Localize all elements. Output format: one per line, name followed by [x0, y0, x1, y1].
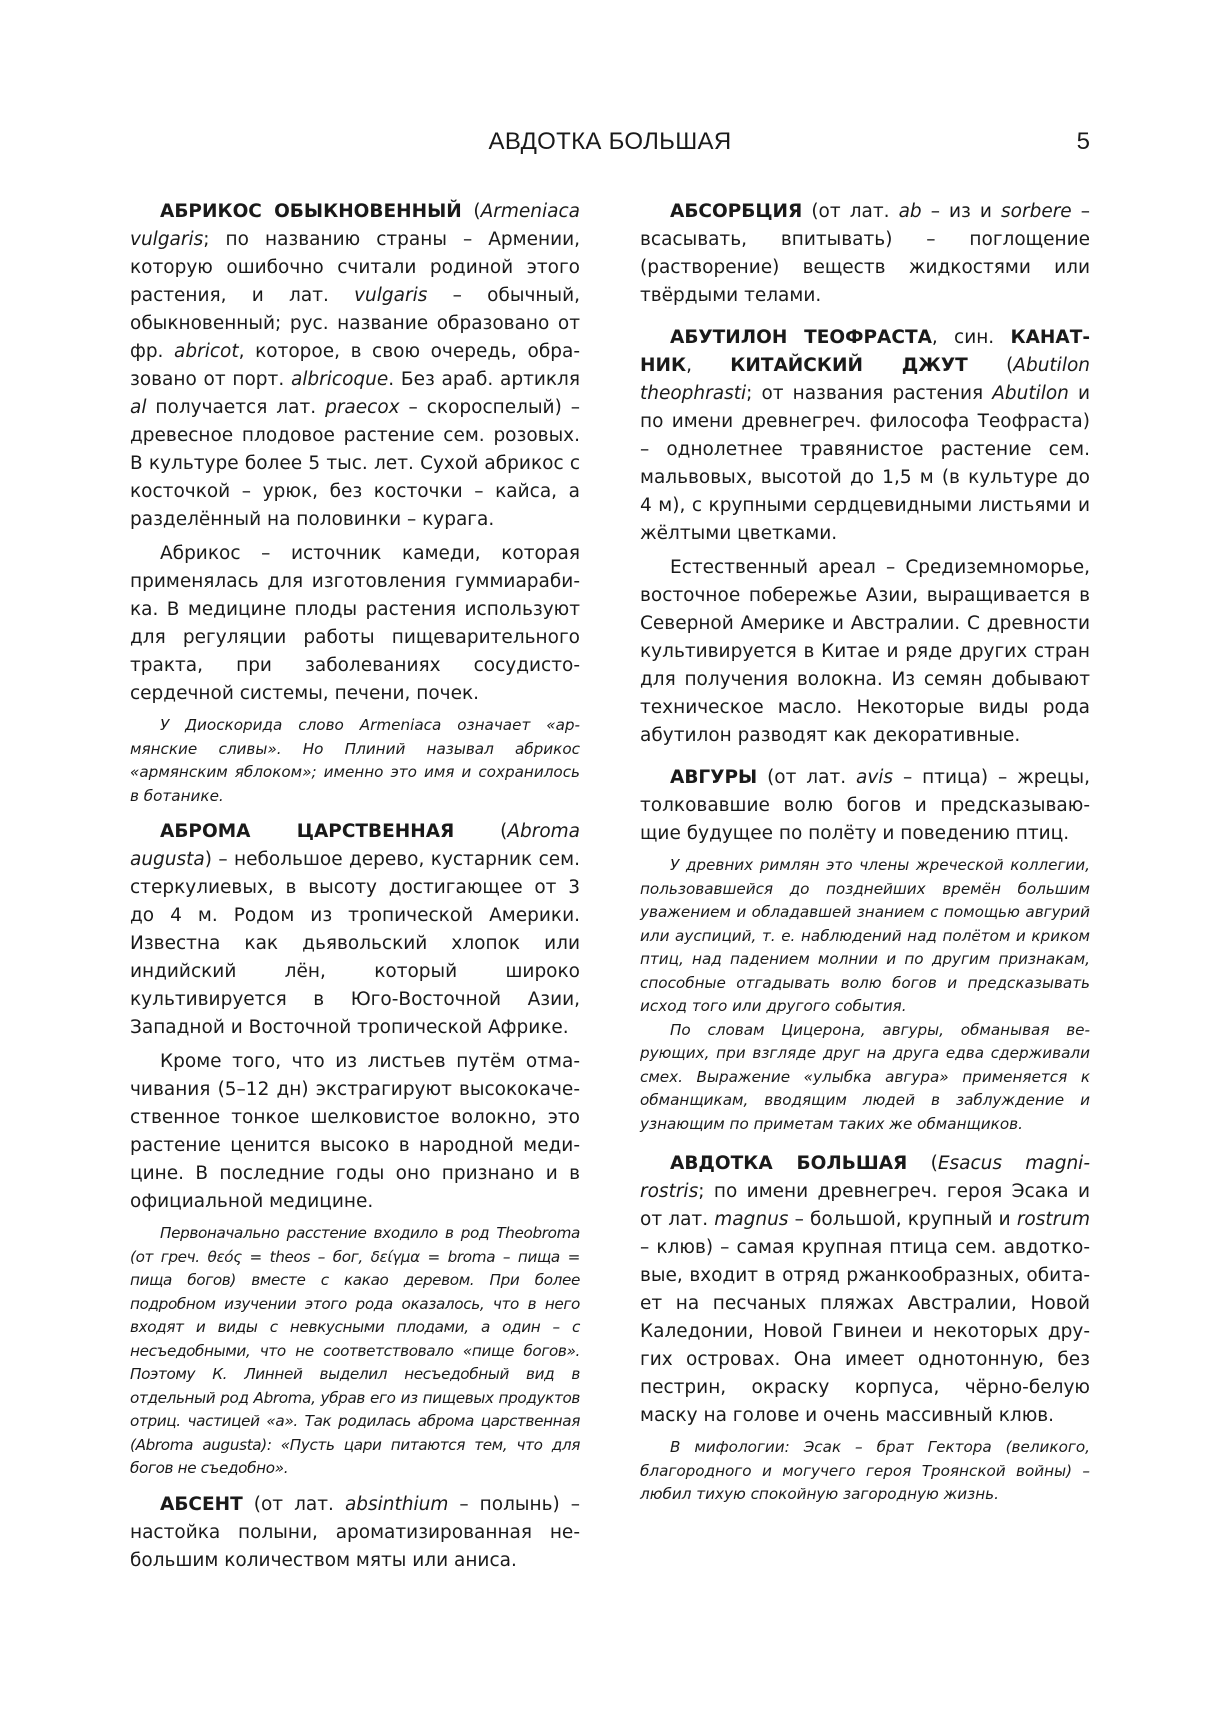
note-abroma: Первоначально расстение входило в род Theobroma (от греч. θεός = theos – бог, δείγμα = broma – пища = пища богов) вместе с какао деревом. При более подробном изучении этого рода оказалось, что в него входят и виды с невкусными плодами, а один – с несъедобными, что не соответствовало «пище богов». Поэтому К. Линней выделил несъедобный вид в отдельный род Abroma, убрав его из пищевых продуктов отриц. частицей «а». Так родилась аброма царственная (Abroma augusta): «Пусть цари питаются тем, что для богов не съедобно».	[130, 1224, 580, 1477]
note-avgury-2: По словам Цицерона, авгуры, обманывая верующих, при взгляде друг на друга едва сдерживали смех. Выражение «улыбка авгура» применяется к обманщикам, вводящим людей в заблуждение и узнающим по приметам таких же обманщиков.	[640, 1020, 1090, 1133]
entry-abutilon-cont: Естественный ареал – Средиземноморье, восточное побережье Азии, выращивается в Северной Америке и Австралии. С древности культивируется в Китае и ряде других стран для получения волокна. Из семян добывают техническое масло. Некоторые виды рода абутилон разводят как декоративные.	[640, 557, 1090, 746]
running-header	[130, 128, 1090, 168]
page-number: 5	[1076, 128, 1090, 155]
note-avgury-1: У древних римлян это члены жреческой коллегии, пользовавшейся до позднейших времён большим уважением и обладавшей знанием с помощью авгурий или ауспиций, т. е. наблюдений над полётом и криком птиц, над падением молнии и по другим признакам, способные отгадывать волю богов и предсказывать исход того или другого события.	[640, 856, 1090, 1015]
left-column	[130, 198, 580, 1575]
note-avdotka: В мифологии: Эсак – брат Гектора (великого, благородного и могучего героя Троянской войны) – любил тихую спокойную загородную жизнь.	[640, 1438, 1090, 1503]
entry-absent: АБСЕНТ (от лат. absinthium – полынь) – настойка полыни, ароматизированная небольшим количеством мяты или аниса.	[130, 1493, 581, 1571]
note-abrikos: У Диоскорида слово Armeniaca означает «армянские сливы». Но Плиний называл абрикос «армянским яблоком»; именно это имя и сохранилось в ботанике.	[130, 716, 580, 805]
right-column	[640, 198, 1090, 1507]
entry-abrikos: АБРИКОС ОБЫКНОВЕННЫЙ (Armeniaca vulgaris; по названию страны – Армении, которую ошибочно считали родиной этого растения, и лат. vulgaris – обычный, обыкновенный; рус. название образовано от фр. abricot, которое, в свою очередь, образовано от порт. albricoque. Без араб. артикля al получается лат. praecox – скороспелый) – древесное плодовое растение сем. розовых. В культуре более 5 тыс. лет. Сухой абрикос с косточкой – урюк, без косточки – кайса, а разделённый на половинки – курага.	[130, 201, 581, 530]
entry-abrikos-cont: Абрикос – источник камеди, которая применялась для изготовления гуммиарабика. В медицине плоды растения используют для регуляции работы пищеварительного тракта, при заболеваниях сосудисто-сердечной системы, печени, почек.	[130, 543, 580, 704]
entry-abutilon: АБУТИЛОН ТЕОФРАСТА, син. КАНАТНИК, КИТАЙСКИЙ ДЖУТ (Abutilon theophrasti; от названия растения Abutilon и по имени древнегреч. философа Теофраста) – однолетнее травянистое растение сем. мальвовых, высотой до 1,5 м (в культуре до 4 м), с крупными сердцевидными листьями и жёлтыми цветками.	[640, 327, 1091, 544]
entry-avdotka: АВДОТКА БОЛЬШАЯ (Esacus magnirostris; по имени древнегреч. героя Эсака и от лат. magnus – большой, крупный и rostrum – клюв) – самая крупная птица сем. авдотковые, входит в отряд ржанкообразных, обитает на песчаных пляжах Австралии, Новой Каледонии, Новой Гвинеи и некоторых других островах. Она имеет однотонную, без пестрин, окраску корпуса, чёрно-белую маску на голове и очень массивный клюв.	[640, 1153, 1090, 1426]
entry-abroma: АБРОМА ЦАРСТВЕННАЯ (Abroma augusta) – небольшое дерево, кустарник сем. стеркулиевых, в высоту достигающее от 3 до 4 м. Родом из тропической Америки. Известна как дьявольский хлопок или индийский лён, который широко культивируется в Юго-Восточной Азии, Западной и Восточной тропической Африке.	[130, 821, 580, 1038]
entry-absorbciya: АБСОРБЦИЯ (от лат. ab – из и sorbere – всасывать, впитывать) – поглощение (растворение) веществ жидкостями или твёрдыми телами.	[640, 201, 1091, 306]
running-title: АВДОТКА БОЛЬШАЯ	[488, 128, 732, 155]
entry-avgury: АВГУРЫ (от лат. avis – птица) – жрецы, толковавшие волю богов и предсказывающие будущее по полёту и поведению птиц.	[640, 767, 1090, 844]
entry-abroma-cont: Кроме того, что из листьев путём отмачивания (5–12 дн) экстрагируют высококачественное тонкое шелковистое волокно, это растение ценится высоко в народной медицине. В последние годы оно признано и в официальной медицине.	[130, 1051, 580, 1212]
